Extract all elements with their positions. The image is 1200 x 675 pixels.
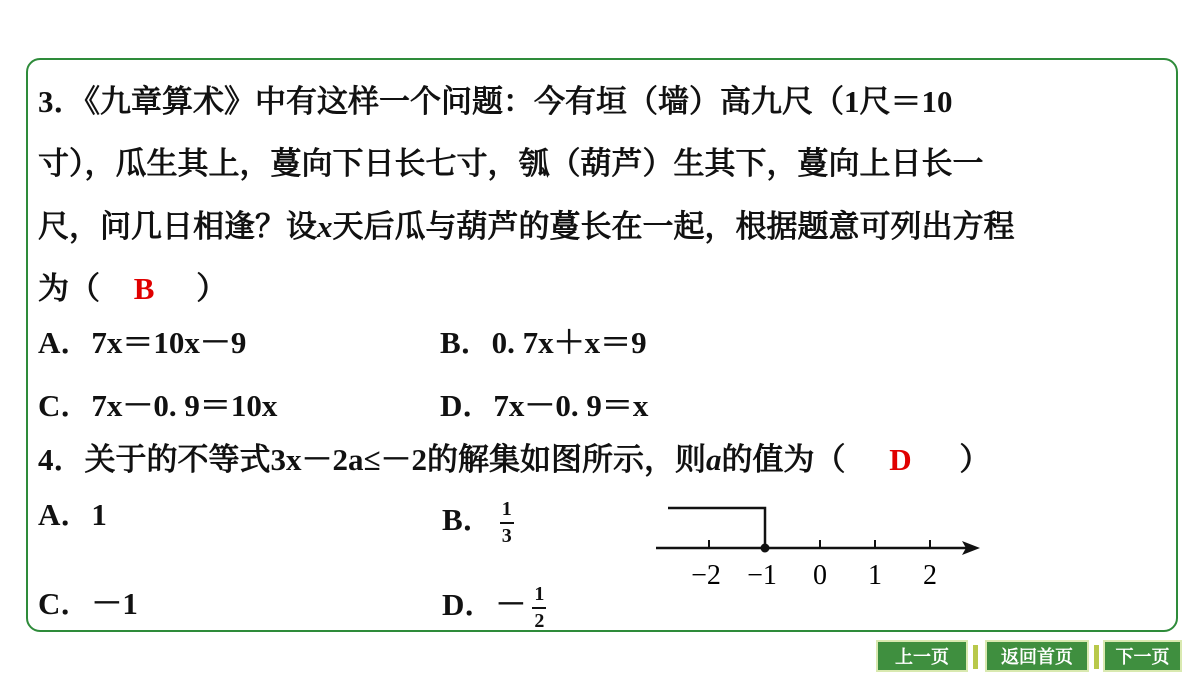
number-line-diagram <box>650 492 990 592</box>
q3-option-d <box>440 390 648 421</box>
q4-option-a <box>38 499 107 530</box>
q4-stem <box>38 444 990 475</box>
tick-label: −2 <box>691 560 721 591</box>
q3-line-1 <box>38 86 953 117</box>
fraction-bar <box>500 522 514 524</box>
q4-option-c-text: C．－1 <box>38 586 138 621</box>
q4-text-b: 的值为（ <box>721 442 846 477</box>
q4-answer: D <box>889 442 912 477</box>
q4-option-c <box>38 588 138 619</box>
q3-answer: B <box>133 271 155 306</box>
q3-line-2 <box>38 148 984 179</box>
q3-variable: x <box>317 209 333 244</box>
home-button[interactable] <box>985 640 1089 672</box>
q3-text-4a: 为（ <box>38 271 100 306</box>
solution-ray <box>668 508 765 548</box>
q3-text-3b: 天后瓜与葫芦的蔓长在一起，根据题意可列出方程 <box>332 209 1015 244</box>
q4-option-b-prefix: B． <box>442 502 494 538</box>
fraction-denominator: 2 <box>534 610 545 632</box>
home-label: 返回首页 <box>1001 647 1073 668</box>
q3-text-3a: 尺，问几日相逢？设 <box>38 209 317 244</box>
q3-option-a-text: A．7x＝10x－9 <box>38 325 247 360</box>
next-page-button[interactable] <box>1103 640 1182 672</box>
fraction-denominator: 3 <box>501 525 512 547</box>
tick-label: 0 <box>813 560 827 591</box>
nav-separator <box>1094 645 1099 669</box>
q4-text-a: 4．关于的不等式3x－2a≤－2的解集如图所示，则 <box>38 442 707 477</box>
tick-label: 2 <box>923 560 937 591</box>
q4-text-c: ） <box>959 442 991 477</box>
q3-option-b-text: B．0. 7x＋x＝9 <box>440 325 647 360</box>
q3-text-1: 3．《九章算术》中有这样一个问题：今有垣（墙）高九尺（1尺＝10 <box>38 84 953 119</box>
fraction-bar <box>532 607 546 609</box>
q3-line-4 <box>38 273 227 304</box>
q3-line-3 <box>38 211 1015 242</box>
q4-option-d <box>442 584 546 632</box>
fraction-numerator: 1 <box>534 583 545 605</box>
next-page-label: 下一页 <box>1115 647 1170 668</box>
q3-option-a <box>38 327 246 358</box>
q3-text-2: 寸），瓜生其上，蔓向下日长七寸，瓠（葫芦）生其下，蔓向上日长一 <box>38 146 984 181</box>
q3-option-d-text: D．7x－0. 9＝x <box>440 388 649 423</box>
q4-option-b-fraction <box>500 499 514 547</box>
q4-option-a-text: A．1 <box>38 497 107 532</box>
q3-option-c <box>38 390 277 421</box>
solid-point <box>761 544 770 553</box>
nav-separator <box>973 645 978 669</box>
q4-option-b <box>442 499 514 547</box>
q4-option-d-prefix: D．－ <box>442 587 527 623</box>
q4-variable: a <box>706 442 722 477</box>
q3-option-b <box>440 327 647 358</box>
prev-page-button[interactable] <box>876 640 968 672</box>
fraction-numerator: 1 <box>501 498 512 520</box>
q3-option-c-text: C．7x－0. 9＝10x <box>38 388 278 423</box>
tick-label: −1 <box>747 560 777 591</box>
tick-label: 1 <box>868 560 882 591</box>
prev-page-label: 上一页 <box>895 647 949 668</box>
q4-option-d-fraction <box>532 584 546 632</box>
q3-text-4b: ） <box>196 271 228 306</box>
